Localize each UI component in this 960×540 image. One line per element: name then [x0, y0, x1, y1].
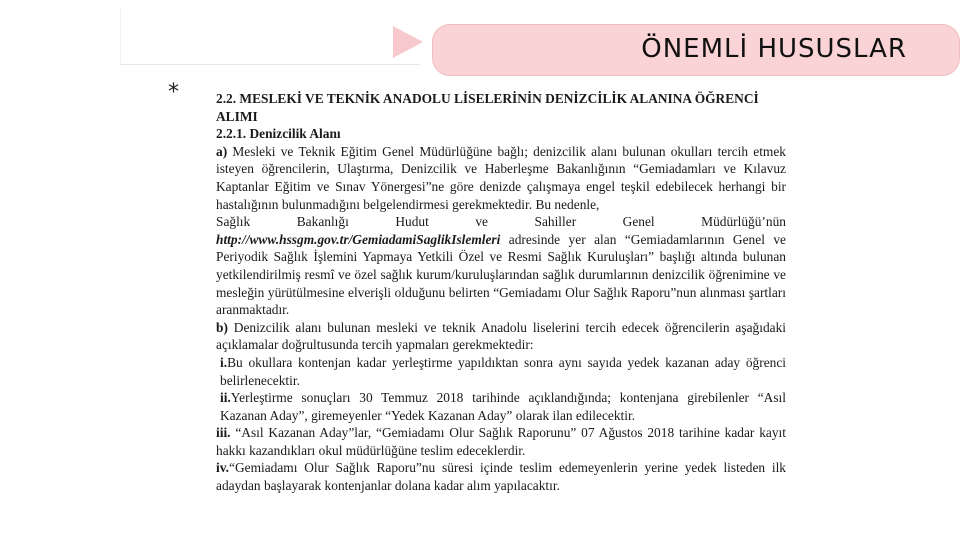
word: ve [475, 214, 488, 230]
title-banner [432, 24, 960, 76]
url-link[interactable]: http://www.hssgm.gov.tr/GemiadamiSaglikIslemleri [216, 231, 501, 247]
asterisk-bullet-icon: * [168, 80, 179, 105]
paragraph-b [216, 319, 786, 354]
word: Bakanlığı [296, 214, 349, 230]
word: Sağlık [216, 214, 251, 230]
paragraph-a-justified-line [216, 213, 786, 231]
page-title: ÖNEMLİ HUSUSLAR [641, 34, 907, 64]
list-item-label: iv. [216, 460, 230, 476]
word: Sahiller [534, 214, 577, 230]
paragraph-a [216, 143, 786, 213]
list-item-text: “Gemiadamı Olur Sağlık Raporu”nu süresi içinde teslim edemeyenlerin yerine yedek listeden ilk adaydan başlayarak kontenjanlar dolana kadar alım yapılacaktır. [216, 460, 786, 494]
list-item [216, 459, 786, 494]
list-item-label: iii. [216, 425, 231, 441]
list-item [216, 354, 786, 389]
list-item [216, 424, 786, 459]
list-item-label: i. [220, 354, 228, 370]
word: Genel [622, 214, 655, 230]
paragraph-a-cont-text: adresinde yer alan “Gemiadamlarının Genel ve Periyodik Sağlık İşlemini Yapmaya Yetkili Özel ve Resmi Sağlık Kuruluşları” başlığı altında bulunan yetkilendirilmiş resmî ve özel sağlık kurum/kuruluşlarından sağlık durumlarının denizcilik öğrenimine ve mesleğin yürütülmesine elverişli olduğunu belirten “Gemiadamı Olur Sağlık Raporu”nun alınması şartları aranmaktadır. [216, 231, 786, 318]
list-item-text: Bu okullara kontenjan kadar yerleştirme yapıldıktan sonra aynı sayıda yedek kazanan aday öğrenci belirlenecektir. [220, 354, 786, 388]
paragraph-a-label: a) [216, 143, 228, 159]
paragraph-b-label: b) [216, 319, 228, 335]
subsection-heading: 2.2.1. Denizcilik Alanı [216, 126, 341, 142]
document-excerpt [216, 90, 786, 495]
section-heading: 2.2. MESLEKİ VE TEKNİK ANADOLU LİSELERİNİN DENİZCİLİK ALANINA ÖĞRENCİ ALIMI [216, 91, 759, 124]
list-item [216, 389, 786, 424]
paragraph-a-continuation [216, 231, 786, 319]
paragraph-b-text: Denizcilik alanı bulunan mesleki ve teknik Anadolu liselerini tercih edecek öğrencilerin aşağıdaki açıklamalar doğrultusunda tercih yapmaları gerekmektedir: [216, 319, 786, 353]
header-divider [120, 64, 420, 65]
decorative-rule [120, 8, 121, 64]
list-item-label: ii. [220, 390, 231, 406]
list-item-text: Yerleştirme sonuçları 30 Temmuz 2018 tarihinde açıklandığında; kontenjana girebilenler “Asıl Kazanan Aday”, giremeyenler “Yedek Kazanan Aday” olarak ilan edilecektir. [220, 390, 786, 423]
arrow-icon [393, 26, 423, 58]
paragraph-a-text: Mesleki ve Teknik Eğitim Genel Müdürlüğüne bağlı; denizcilik alanı bulunan okulları tercih etmek isteyen öğrencilerin, Ulaştırma, Denizcilik ve Haberleşme Bakanlığının “Gemiadamları ve Kılavuz Kaptanlar Eğitim ve Sınav Yönergesi”ne göre denizde çalışmaya engel teşkil edebilecek herhangi bir hastalığının bulunmadığını belgelendirmesi gerekmektedir. Bu nedenle, [216, 143, 786, 212]
list-item-text: “Asıl Kazanan Aday”lar, “Gemiadamı Olur Sağlık Raporunu” 07 Ağustos 2018 tarihine kadar kayıt hakkı kazandıkları okul müdürlüğüne teslim edeceklerdir. [216, 425, 786, 458]
word: Müdürlüğü’nün [701, 214, 786, 230]
word: Hudut [395, 214, 429, 230]
